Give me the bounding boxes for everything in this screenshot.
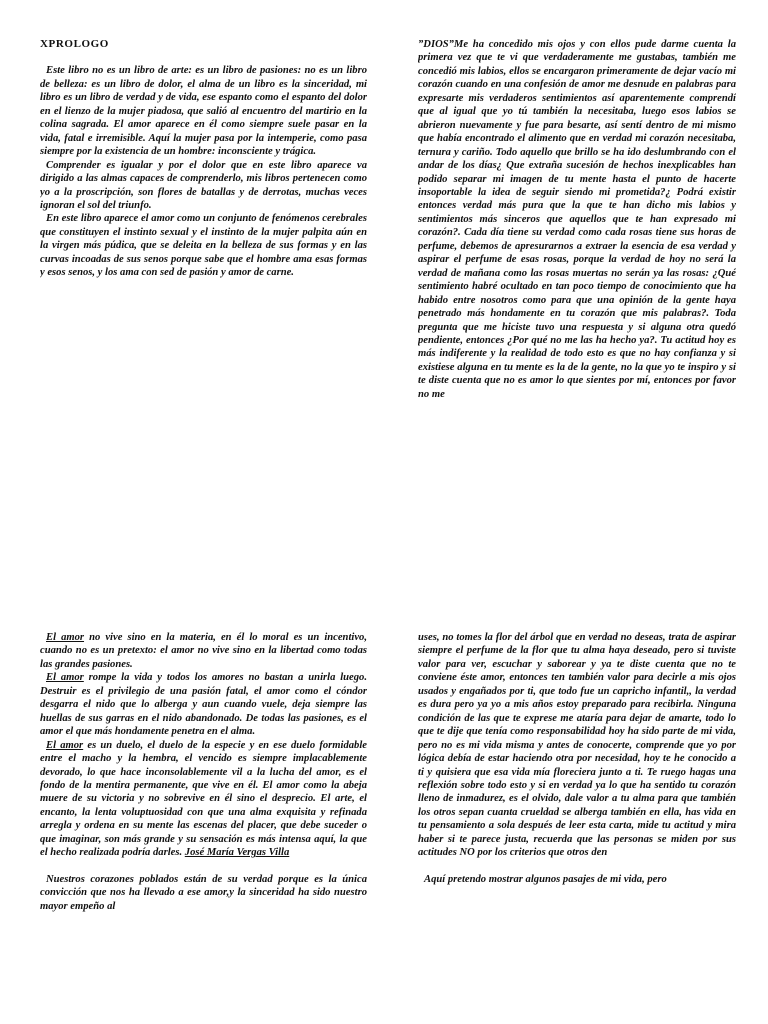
love-paragraph-2 <box>40 671 367 738</box>
love-keyword: El amor <box>46 672 84 684</box>
love-paragraph-3-text: es un duelo, el duelo de la especie y en ese duelo formidable entre el macho y la hembra, el vencido es siempre implacablemente devorado, lo que hace inconsolablemente vil a la lucha del amor, es el fondo de la mentira permanente, que vive en él. El amor como la abeja muere de su victoria y no sobrevive en él sino el desprecio. El arte, el encanto, la lenta voluptuosidad con que una alma exquisita y refinada arregla y ordena en su mente las escenas del placer, que debe suceder o que imaginar, son más grande y su sensación es más intensa aquí, la que el hecho realizada podría darles. <box>40 739 367 859</box>
love-paragraph-1 <box>40 631 367 671</box>
love-essay-column <box>40 631 367 1024</box>
prologue-heading: XPROLOGO <box>40 38 109 50</box>
letter-column-top <box>418 38 736 568</box>
love-paragraph-1-text: no vive sino en la materia, en él lo moral es un incentivo, cuando no es un pretexto: el amor no vive sino en la libertad como todas las grandes pasiones. <box>40 632 367 670</box>
love-paragraph-2-text: rompe la vida y todos los amores no bastan a unirla luego. Destruir es el privilegio de una pasión fatal, el amor como el cóndor desgarra el nido que lo alberga y aun cuando vuele, deja siempre las huellas de sus garras en el nido abandonado. De todas las pasiones, es el amor el que más hondamente penetra en el alma. <box>40 672 367 738</box>
prologue-paragraph-3: En este libro aparece el amor como un conjunto de fenómenos cerebrales que constituyen el instinto sexual y el instinto de la mujer palpita aún en la virgen más púdica, que se deleita en la belleza de sus formas y en las curvas incoadas de sus senos porque sabe que el hombre ama esas formas y esos senos, y los ama con sed de pasión y amor de carne. <box>40 213 367 279</box>
love-keyword: El amor <box>46 632 85 643</box>
love-paragraph-3 <box>40 739 367 860</box>
passages-paragraph: Aquí pretendo mostrar algunos pasajes de mi vida, pero <box>424 873 667 885</box>
letter-column-bottom <box>418 631 736 1024</box>
prologue-paragraph-2: Comprender es igualar y por el dolor que en este libro aparece va dirigido a las almas capaces de comprenderlo, mis libros pertenecen como yo a la proscripción, son flores de batallas y de derrotas, muchas veces ignoran el sol del triunfo. <box>40 159 367 211</box>
letter-paragraph-1: ”DIOS”Me ha concedido mis ojos y con ellos pude darme cuenta la primera vez que te vi que verdaderamente me gustabas, también me concedió mis labios, ellos se encargaron primeramente de dejar vacío mi corazón cuando en una confesión de amor me desnude en palabras para expresarte mis verdaderos sentimientos así aparentemente comprendí que al igual que yo tú también la necesitaba, luego esos labios se abrieron nuevamente y fue para besarte, así sentí dentro de mi mismo que había encontrado el alimento que en verdad mi corazón necesitaba, ternura y cariño. Todo aquello que brillo se ha ido deslumbrando con el andar de los días¿ Que extraña sucesión de hechos inexplicables han podido separar mi imagen de tu mente hasta el punto de hacerte insoportable la idea de seguir siendo mi prometida?¿ Podrá existir entonces verdad más pura que la que te han dicho mis labios y sentimientos más sinceros que aquellos que te han expresado mi corazón?. Cada día tiene su verdad como cada rosas tiene sus horas de perfume, debemos de apresurarnos a extraer la esencia de esa verdad y aspirar el perfume de esas rosas, porque la verdad de hoy no será la verdad de mañana como las rosas muertas no serán ya las rosas: ¿Qué sentimiento habré ocultado en tan poco tiempo de conocimiento que ha habido entre nosotros como para que una opinión de la gente haya penetrado más hondamente en tu corazón que mis palabras?. Toda pregunta que me hiciste tuvo una respuesta y si alguna otra quedó pendiente, entonces ¿Por qué no me las ha hecho ya?. Tu actitud hoy es más indiferente y la realidad de todo esto es que no hay confianza y si existiese alguna en tu mente es la de la gente, no la que yo te inspiro y si te diste cuenta que no es amor lo que sientes por mí, entonces por favor no me <box>418 39 736 400</box>
prologue-column <box>40 38 367 398</box>
prologue-paragraph-1: Este libro no es un libro de arte: es un libro de pasiones: no es un libro de belleza: es un libro de dolor, el alma de un libro es la sinceridad, mi libro es un libro de verdad y de vida, ese espanto como el espanto del dolor en el lienzo de la mujer piadosa, que salió al encuentro del martirio en la colina sagrada. El amor aparece en él como siempre suele pasar en la vida, fatal e irremisible. Aquí la mujer pasa por la intemperie, como pasa siempre por la existencia de un hombre: inconsciente y trágica. <box>40 65 367 158</box>
author-signature: José María Vergas Villa <box>184 847 290 859</box>
hearts-paragraph: Nuestros corazones poblados están de su verdad porque es la única convicción que nos ha llevado a ese amor,y la sinceridad ha sido nuestro mayor empeño al <box>40 873 367 912</box>
letter-paragraph-2: uses, no tomes la flor del árbol que en verdad no deseas, trata de aspirar siempre el perfume de la flor que tu alma haya deseado, pero si tuviste valor para ver, escuchar y saborear y ya te diste cuenta que no te conviene éste amor, entonces ten también valor para decirle a mis ojos usados y engañados por ti, que todo fue un capricho infantil,, la verdad es dura pero ya yo a mis años estoy preparado para recibirla. Ninguna condición de las que te exprese me ataría para dejar de amarte, todo lo que te dije que tenía como responsabilidad hoy ha sido parte de mi vida, pero no es mi vida misma y antes de conocerte, comprende que yo por lógica debía de estar haciendo otra por necesidad, hoy te he conocido a ti y quisiera que esa vida mía floreciera junto a ti. Te ruego hagas una reflexión sobre todo esto y si en verdad ya lo que ha sentido tu corazón lleno de inmadurez, es el olvido, dale valor a tu alma para que también los otros sepan cuanta crueldad se alberga también en ella, has vida en tu pensamiento a sola después de leer esta carta, mide tu actitud y mira haber si te parece justa, recuerda que las personas se miden por sus actitudes NO por los criterios que otros den <box>418 632 736 859</box>
love-keyword: El amor <box>46 739 84 751</box>
